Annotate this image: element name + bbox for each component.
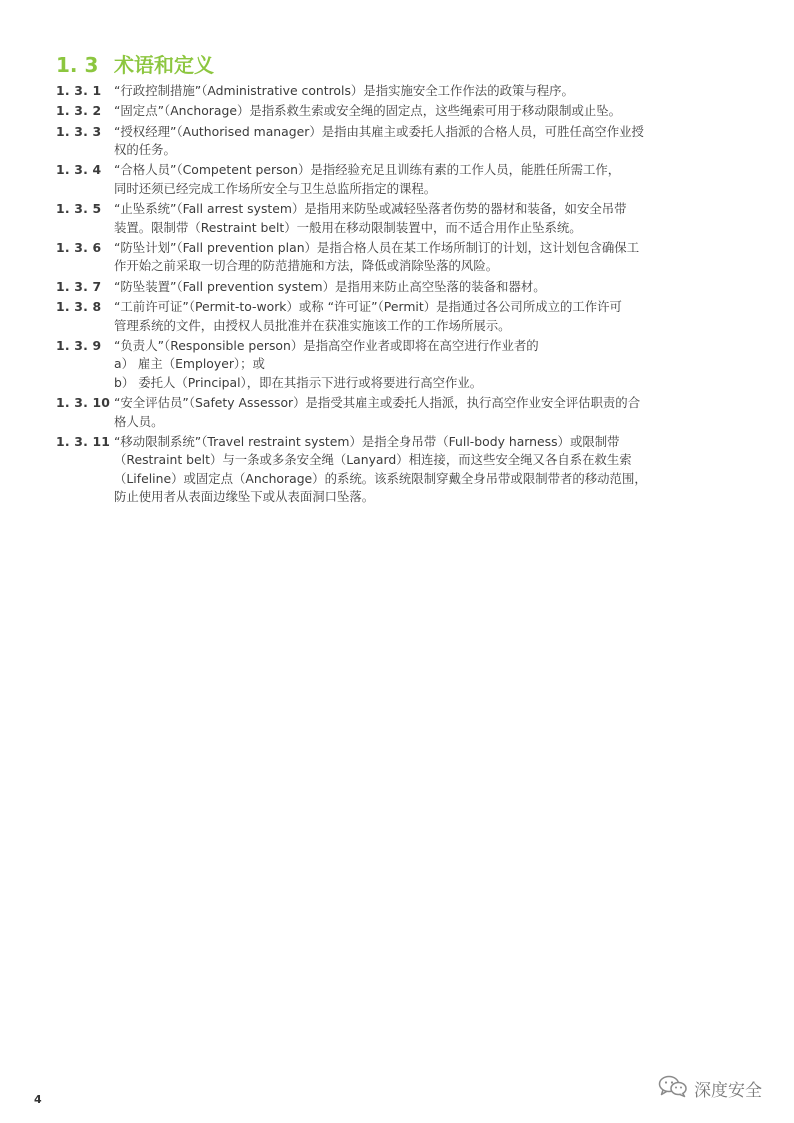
definition-item [56, 102, 746, 121]
definition-item [56, 82, 746, 101]
definition-text [114, 200, 740, 237]
definition-line: “合格人员”（Competent person）是指经验充足且训练有素的工作人员，能胜任所需工作， [114, 162, 621, 178]
definition-number: 1. 3. 5 [56, 201, 102, 217]
wechat-icon [658, 1074, 688, 1102]
definition-line: “行政控制措施”（Administrative controls）是指实施安全工作作法的政策与程序。 [114, 83, 574, 98]
definition-text [114, 102, 740, 121]
definition-line: “工前许可证”（Permit-to-work）或称 “许可证”（Permit）是指通过各公司所成立的工作许可 [114, 299, 622, 315]
page-number: 4 [34, 1093, 42, 1106]
definition-line: 作开始之前采取一切合理的防范措施和方法，降低或消除坠落的风险。 [114, 258, 499, 274]
definition-text [114, 123, 740, 160]
definition-line: “安全评估员”（Safety Assessor）是指受其雇主或委托人指派，执行高空作业安全评估职责的合 [114, 395, 641, 411]
definition-number: 1. 3. 11 [56, 433, 111, 449]
definition-line: “防坠计划”（Fall prevention plan）是指合格人员在某工作场所制订的计划，这计划包含确保工 [114, 239, 640, 255]
definition-line: 格人员。 [114, 413, 164, 429]
definition-number: 1. 3. 7 [56, 278, 102, 294]
definition-item [56, 433, 746, 507]
definition-line: “授权经理”（Authorised manager）是指由其雇主或委托人指派的合格人员，可胜任高空作业授 [114, 123, 644, 139]
definition-number: 1. 3. 10 [56, 395, 111, 411]
definition-item [56, 298, 746, 335]
definition-number: 1. 3. 1 [56, 83, 102, 98]
definition-line: 防止使用者从表面边缘坠下或从表面洞口坠落。 [114, 489, 375, 505]
definition-item [56, 161, 746, 198]
definition-line: “负责人”（Responsible person）是指高空作业者或即将在高空进行作业者的 [114, 337, 539, 353]
definition-text [114, 394, 740, 431]
definition-number: 1. 3. 8 [56, 299, 102, 315]
definition-item [56, 394, 746, 431]
definition-item [56, 278, 746, 297]
definition-line: （Lifeline）或固定点（Anchorage）的系统。该系统限制穿戴全身吊带或限制带者的移动范围， [114, 470, 647, 486]
definition-item [56, 200, 746, 237]
definition-line: “止坠系统”（Fall arrest system）是指用来防坠或减轻坠落者伤势的器材和装备，如安全吊带 [114, 201, 627, 217]
definition-line: 管理系统的文件，由授权人员批准并在获准实施该工作的工作场所展示。 [114, 317, 511, 333]
definition-line: “防坠装置”（Fall prevention system）是指用来防止高空坠落的装备和器材。 [114, 278, 546, 294]
definition-text [114, 161, 740, 198]
definition-text [114, 298, 740, 335]
section-heading [56, 50, 214, 80]
definition-text [114, 337, 740, 393]
definitions-list [56, 82, 746, 509]
definition-line: （Restraint belt）与一条或多条安全绳（Lanyard）相连接，而这些安全绳又各自系在救生索 [114, 452, 632, 468]
watermark-text: 深度安全 [694, 1080, 762, 1101]
definition-line: 装置。限制带（Restraint belt）一般用在移动限制装置中，而不适合用作止坠系统。 [114, 219, 582, 235]
definition-subitem-b: b） 委托人（Principal），即在其指示下进行或将要进行高空作业。 [114, 374, 483, 390]
definition-text [114, 278, 740, 297]
definition-number: 1. 3. 4 [56, 162, 102, 178]
definition-line: “固定点”（Anchorage）是指系救生索或安全绳的固定点，这些绳索可用于移动限制或止坠。 [114, 103, 622, 119]
section-number: 1. 3 [56, 53, 99, 77]
definition-text [114, 433, 740, 507]
definition-text [114, 239, 740, 276]
definition-line: “移动限制系统”（Travel restraint system）是指全身吊带（Full-body harness）或限制带 [114, 433, 620, 449]
definition-item [56, 239, 746, 276]
definition-item [56, 337, 746, 393]
definition-number: 1. 3. 2 [56, 103, 102, 119]
definition-subitem-a: a） 雇主（Employer）；或 [114, 356, 265, 372]
definition-text [114, 82, 740, 101]
definition-item [56, 123, 746, 160]
definition-line: 同时还须已经完成工作场所安全与卫生总监所指定的课程。 [114, 180, 437, 196]
definition-number: 1. 3. 9 [56, 337, 102, 353]
definition-line: 权的任务。 [114, 142, 176, 158]
section-title: 术语和定义 [114, 53, 214, 77]
watermark [658, 1072, 762, 1104]
definition-number: 1. 3. 6 [56, 239, 102, 255]
definition-number: 1. 3. 3 [56, 123, 102, 139]
